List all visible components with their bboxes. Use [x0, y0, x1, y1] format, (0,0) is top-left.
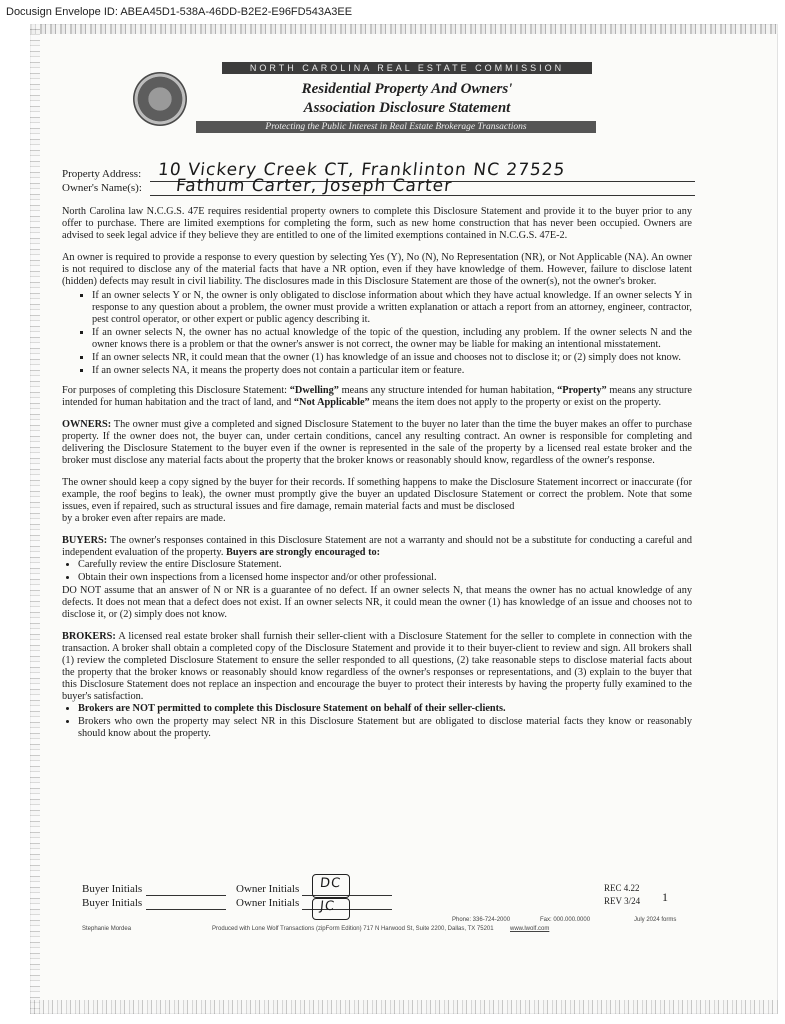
buyers-heading: BUYERS:: [62, 535, 108, 546]
update-paragraph: The owner should keep a copy signed by the buyer for their records. If something happens to make the Disclosure Statement incorrect or inaccurate (for example, the roof begins to leak), the owner must promptly give the buyer an updated Disclosure Statement or correct the problem. Note that some issues, even if repaired, such as structural issues and fire damage, remain material facts and must be disclosed: [62, 477, 692, 512]
scan-noise-top: [30, 24, 778, 34]
bullet-y-or-n: ▪ If an owner selects Y or N, the owner is only obligated to disclose information about which they have actual knowledge. If an owner selects Y in response to any question about a problem, the owner must provide a written explanation or attach a report from an attorney, engineer, contractor, pest control operator, or other expert or public agency describing it.: [92, 290, 692, 326]
form-title: [222, 80, 592, 118]
term-not-applicable: “Not Applicable”: [293, 397, 370, 408]
update-paragraph-tail: by a broker even after repairs are made.: [62, 513, 226, 524]
definitions-text-b: means any structure intended for human habitation,: [338, 385, 558, 396]
buyers-paragraph: [62, 535, 692, 559]
buyers-encouraged: Buyers are strongly encouraged to:: [226, 547, 381, 558]
rec-code: REC 4.22: [604, 883, 640, 893]
property-address-value[interactable]: 10 Vickery Creek CT, Franklinton NC 27525: [156, 160, 567, 180]
owner-initials-label-2: Owner Initials: [236, 897, 300, 909]
owner-initials-2: JC: [319, 899, 336, 914]
buyer-bullet-review: • Carefully review the entire Disclosure Statement.: [78, 559, 692, 571]
brokers-paragraph: [62, 631, 692, 703]
brokers-text: A licensed real estate broker shall furnish their seller-client with a Disclosure Statement for the seller to complete in connection with the transaction. A broker shall obtain a completed copy of the Disclosure Statement and provide it to their buyer-client to review and sign. All brokers shall (1) review the completed Disclosure Statement to ensure the seller responded to all questions, (2) take reasonable steps to disclose material facts about the property that the broker knows or reasonably should know regardless of the owner's responses or representations, and (3) explain to the buyer that this Disclosure Statement does not replace an inspection and encourage the buyer to protect their interests by having the property fully examined to the buyer's satisfaction.: [62, 631, 692, 702]
broker-bullet-own-property: • Brokers who own the property may select NR in this Disclosure Statement but are obligated to disclose material facts they know or reasonably should know about the property.: [78, 716, 692, 740]
buyer-initials-line-2[interactable]: [146, 909, 226, 910]
buyer-initials-label-2: Buyer Initials: [82, 897, 143, 909]
footer-website-link[interactable]: www.lwolf.com: [510, 926, 550, 932]
term-dwelling: “Dwelling”: [289, 385, 339, 396]
owners-text: The owner must give a completed and signed Disclosure Statement to the buyer no later than the time the buyer makes an offer to purchase property. If the owner does not, the buyer can, under certain conditions, cancel any resulting contract. An owner is responsible for completing and delivering the Disclosure Statement to the buyer even if the owner is represented in the sale of the property by a licensed real estate broker and the broker must disclose any material facts about the property that the broker knows or reasonably should know, regardless of the owner's response.: [62, 419, 692, 466]
owners-heading: OWNERS:: [62, 419, 112, 430]
term-property: “Property”: [557, 385, 607, 396]
commission-banner: NORTH CAROLINA REAL ESTATE COMMISSION: [222, 62, 592, 74]
scan-noise-bottom: [30, 1000, 778, 1014]
definitions-text-d: means the item does not apply to the property or exist on the property.: [369, 397, 662, 408]
do-not-assume-paragraph: DO NOT assume that an answer of N or NR is a guarantee of no defect. If an owner selects N, that means the owner has no actual knowledge of any defects. It does not mean that a defect does not exist. If an owner selects NR, it could mean the owner (1) has knowledge of an issue and chooses not to disclose it, or (2) simply does not know.: [62, 585, 692, 620]
scan-noise-left: [30, 24, 40, 1014]
bullet-na: ▪ If an owner selects NA, it means the property does not contain a particular item or feature.: [92, 365, 692, 377]
footer-fax: Fax: 000.000.0000: [540, 917, 591, 923]
envelope-id: Docusign Envelope ID: ABEA45D1-538A-46DD-B2E2-E96FD543A3EE: [6, 6, 353, 18]
owner-initials-label-1: Owner Initials: [236, 883, 300, 895]
disclosure-body: [62, 206, 692, 741]
bullet-nr: ▪ If an owner selects NR, it could mean that the owner (1) has knowledge of an issue and chooses not to disclose it; or (2) simply does not know.: [92, 352, 692, 364]
footer-produced-by: Produced with Lone Wolf Transactions (zipForm Edition) 717 N Harwood St, Suite 2200, Dallas, TX 75201: [212, 926, 494, 932]
bullet-n: ▪ If an owner selects N, the owner has no actual knowledge of the topic of the question, including any problem. If the owner selects N and the owner knows there is a problem or that the owner's answer is not correct, the owner may be liable for making an intentional misstatement.: [92, 327, 692, 351]
form-title-line-1: Residential Property And Owners': [301, 81, 513, 97]
buyer-initials-line-1[interactable]: [146, 895, 226, 896]
brokers-heading: BROKERS:: [62, 631, 116, 642]
definitions-text-a: For purposes of completing this Disclosure Statement:: [62, 385, 290, 396]
footer-agent: Stephanie Mordea: [82, 926, 132, 932]
owners-paragraph: [62, 419, 692, 467]
page-number: 1: [662, 890, 668, 904]
owner-initials-1: DC: [319, 876, 342, 891]
buyer-bullet-inspect: • Obtain their own inspections from a licensed home inspector and/or other professional.: [78, 572, 692, 584]
definitions-text-c: means any structure intended for human habitation and the tract of land, and: [62, 385, 693, 408]
buyer-bullets: [62, 559, 692, 584]
owner-response-paragraph: An owner is required to provide a response to every question by selecting Yes (Y), No (N), No Representation (NR), or Not Applicable (NA). An owner is not required to disclose any of the material facts that have a NR option, even if they have knowledge of them. However, failure to disclose latent (hidden) defects may result in civil liability. The disclosures made in this Disclosure Statement are those of the owner(s), not the owner's broker.: [62, 252, 692, 287]
footer-phone: Phone: 336-724-2000: [452, 917, 511, 923]
broker-bullets: [62, 703, 692, 740]
response-bullets: [62, 290, 692, 377]
footer-form-date: July 2024 forms: [634, 917, 677, 923]
property-address-label: Property Address:: [62, 168, 142, 180]
rev-code: REV 3/24: [604, 896, 641, 906]
broker-bullet-not-permitted: • Brokers are NOT permitted to complete this Disclosure Statement on behalf of their seller-clients.: [78, 703, 692, 715]
commission-tagline: Protecting the Public Interest in Real Estate Brokerage Transactions: [196, 121, 596, 133]
buyer-initials-label-1: Buyer Initials: [82, 883, 143, 895]
form-title-line-2: Association Disclosure Statement: [303, 100, 511, 116]
intro-paragraph: North Carolina law N.C.G.S. 47E requires residential property owners to complete this Disclosure Statement and provide it to the buyer prior to any offer to purchase. There are limited exemptions for completing the form, such as new home construction that has never been occupied. Owners are advised to seek legal advice if they believe they are entitled to one of the limited exemptions contained in N.C.G.S. 47E-2.: [62, 206, 692, 241]
owners-name-label: Owner's Name(s):: [62, 182, 142, 194]
commission-seal-icon: [133, 72, 187, 126]
buyers-text: The owner's responses contained in this Disclosure Statement are not a warranty and should not be a substitute for conducting a careful and independent evaluation of the property.: [62, 535, 692, 558]
definitions-paragraph: [62, 385, 692, 409]
owners-name-value[interactable]: Fathum Carter, Joseph Carter: [174, 176, 454, 196]
